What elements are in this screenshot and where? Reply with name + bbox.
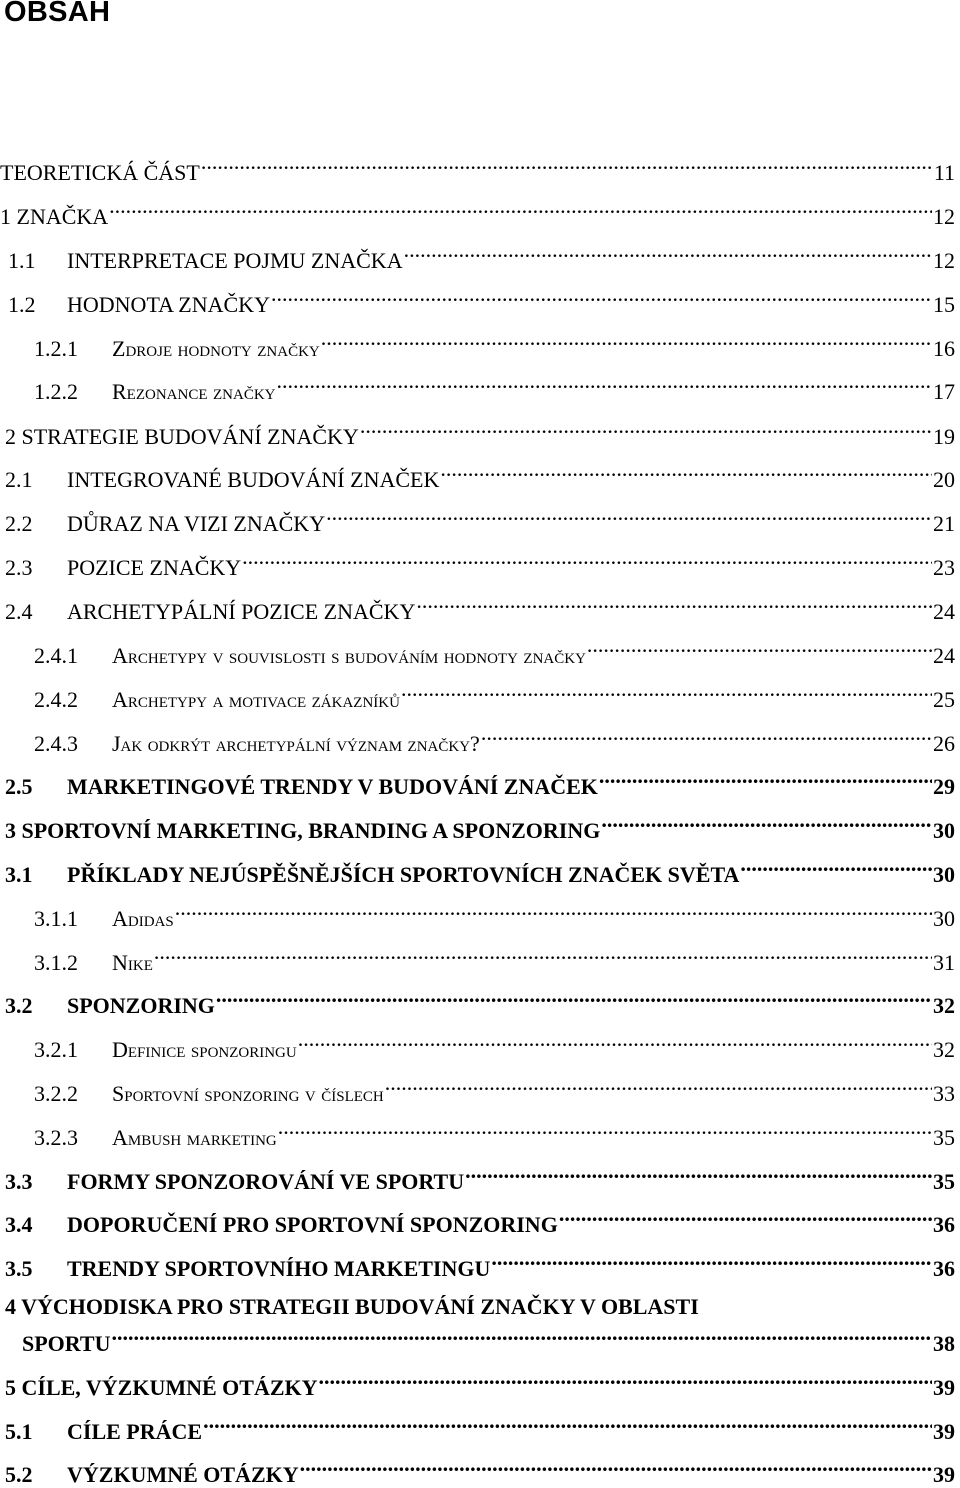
toc-entry-number: 5.2 xyxy=(5,1462,33,1487)
toc-entry-number: 3.2.3 xyxy=(34,1125,78,1150)
toc-entry-title: Ambush marketing xyxy=(112,1125,277,1150)
dot-leader xyxy=(154,944,932,970)
toc-entry[interactable] xyxy=(34,637,955,669)
toc-entry-title: Zdroje hodnoty značky xyxy=(112,336,320,361)
dot-leader xyxy=(440,461,932,487)
toc-entry-title: ZNAČKA xyxy=(16,204,109,229)
toc-entry-number: 2.4.3 xyxy=(34,731,78,756)
toc-entry[interactable] xyxy=(5,549,955,581)
dot-leader xyxy=(326,505,932,531)
toc-entry-number: 2.4 xyxy=(5,599,33,624)
toc-entry-title: TRENDY SPORTOVNÍHO MARKETINGU xyxy=(67,1256,491,1281)
toc-entry[interactable] xyxy=(34,1075,955,1107)
toc-entry-page: 39 xyxy=(933,1375,955,1400)
dot-leader xyxy=(360,418,932,444)
toc-entry-line2[interactable] xyxy=(22,1325,955,1357)
toc-entry-number: 3.1.1 xyxy=(34,906,78,931)
toc-entry-title: INTERPRETACE POJMU ZNAČKA xyxy=(67,248,403,273)
toc-entry-page: 12 xyxy=(933,204,955,229)
toc-entry[interactable] xyxy=(5,768,955,800)
toc-entry-number: 3.1 xyxy=(5,862,33,887)
dot-leader xyxy=(277,373,933,399)
toc-entry-page: 30 xyxy=(933,906,955,931)
dot-leader xyxy=(401,681,932,707)
toc-entry-page: 39 xyxy=(933,1462,955,1487)
toc-entry[interactable] xyxy=(34,725,955,757)
toc-entry-page: 31 xyxy=(933,950,955,975)
toc-entry-number: 3.3 xyxy=(5,1169,33,1194)
toc-entry-number: 3.2.1 xyxy=(34,1037,78,1062)
dot-leader xyxy=(203,1413,932,1439)
toc-entry-title: MARKETINGOVÉ TRENDY V BUDOVÁNÍ ZNAČEK xyxy=(67,774,598,799)
toc-entry[interactable] xyxy=(34,944,955,976)
toc-entry[interactable] xyxy=(5,1163,955,1195)
toc-entry-title: VÝZKUMNÉ OTÁZKY xyxy=(67,1462,299,1487)
toc-entry-number: 2.4.1 xyxy=(34,643,78,668)
toc-entry-title: Definice sponzoringu xyxy=(112,1037,297,1062)
toc-entry-number: 1.2.1 xyxy=(34,336,78,361)
toc-entry[interactable] xyxy=(34,373,955,405)
toc-entry[interactable] xyxy=(34,1031,955,1063)
toc-entry-page: 16 xyxy=(933,336,955,361)
toc-entry-title: SPONZORING xyxy=(67,993,215,1018)
toc-entry-page: 23 xyxy=(933,555,955,580)
toc-entry-page: 32 xyxy=(933,993,955,1018)
dot-leader xyxy=(242,549,932,575)
toc-entry[interactable] xyxy=(5,1413,955,1445)
dot-leader xyxy=(491,1250,932,1276)
toc-entry-page: 39 xyxy=(933,1419,955,1444)
toc-entry-title: CÍLE PRÁCE xyxy=(67,1419,203,1444)
toc-entry-page: 21 xyxy=(933,511,955,536)
toc-entry-number: 2 xyxy=(5,424,16,449)
dot-leader xyxy=(404,242,932,268)
dot-leader xyxy=(465,1163,932,1189)
toc-entry-number: 2.1 xyxy=(5,467,33,492)
toc-entry-number: 1.2 xyxy=(8,292,36,317)
toc-entry[interactable] xyxy=(5,856,955,888)
toc-entry-title: Sportovní sponzoring v číslech xyxy=(112,1081,384,1106)
toc-entry-title: DŮRAZ NA VIZI ZNAČKY xyxy=(67,511,326,536)
toc-entry-number: 2.5 xyxy=(5,774,33,799)
toc-entry-page: 17 xyxy=(933,379,955,404)
toc-entry-number: 2.2 xyxy=(5,511,33,536)
toc-entry-title: Rezonance značky xyxy=(112,379,276,404)
dot-leader xyxy=(216,987,932,1013)
toc-entry-page: 19 xyxy=(933,424,955,449)
toc-entry-title: Archetypy v souvislosti s budováním hodnoty značky xyxy=(112,643,586,668)
toc-entry[interactable] xyxy=(5,418,955,450)
dot-leader xyxy=(298,1031,932,1057)
toc-entry[interactable] xyxy=(0,154,955,186)
toc-entry[interactable] xyxy=(8,242,955,274)
dot-leader xyxy=(175,900,932,926)
toc-entry-page: 30 xyxy=(933,862,955,887)
toc-entry[interactable] xyxy=(5,812,955,844)
toc-entry-title: POZICE ZNAČKY xyxy=(67,555,242,580)
dot-leader xyxy=(278,1119,932,1145)
toc-entry[interactable] xyxy=(34,681,955,713)
toc-entry-title: STRATEGIE BUDOVÁNÍ ZNAČKY xyxy=(21,424,359,449)
toc-entry[interactable] xyxy=(5,987,955,1019)
toc-entry-page: 36 xyxy=(933,1212,955,1237)
toc-entry-number: 2.3 xyxy=(5,555,33,580)
toc-entry-number: 5.1 xyxy=(5,1419,33,1444)
toc-entry[interactable] xyxy=(34,1119,955,1151)
toc-entry-title: Adidas xyxy=(112,906,174,931)
dot-leader xyxy=(385,1075,932,1101)
toc-entry-number: 1.1 xyxy=(8,248,36,273)
dot-leader xyxy=(300,1456,932,1482)
toc-entry-number: 3.2.2 xyxy=(34,1081,78,1106)
toc-entry[interactable] xyxy=(5,593,955,625)
toc-entry-number: 1.2.2 xyxy=(34,379,78,404)
toc-entry-title: Archetypy a motivace zákazníků xyxy=(112,687,400,712)
toc-entry[interactable] xyxy=(5,1206,955,1238)
dot-leader xyxy=(321,330,932,356)
toc-entry-title: Jak odkrýt archetypální význam značky? xyxy=(112,731,480,756)
toc-entry-page: 24 xyxy=(933,599,955,624)
dot-leader xyxy=(601,812,932,838)
toc-entry-title: VÝCHODISKA PRO STRATEGII BUDOVÁNÍ ZNAČKY V OBLASTI xyxy=(21,1294,699,1319)
toc-entry-page: 38 xyxy=(933,1331,955,1356)
toc-entry-title: HODNOTA ZNAČKY xyxy=(67,292,270,317)
toc-entry-line1[interactable] xyxy=(5,1294,955,1320)
toc-entry-page: 35 xyxy=(933,1125,955,1150)
toc-entry[interactable] xyxy=(5,1369,955,1401)
toc-entry-page: 36 xyxy=(933,1256,955,1281)
toc-entry-page: 20 xyxy=(933,467,955,492)
toc-entry-number: 3.2 xyxy=(5,993,33,1018)
dot-leader xyxy=(416,593,932,619)
dot-leader xyxy=(587,637,932,663)
toc-entry-title: SPORTOVNÍ MARKETING, BRANDING A SPONZORING xyxy=(21,818,601,843)
dot-leader xyxy=(201,154,933,180)
dot-leader xyxy=(740,856,932,882)
toc-entry-page: 12 xyxy=(933,248,955,273)
toc-entry-page: 15 xyxy=(933,292,955,317)
toc-entry-title-continued: SPORTU xyxy=(22,1331,111,1356)
toc-entry[interactable] xyxy=(5,1456,955,1488)
dot-leader xyxy=(271,286,932,312)
toc-entry[interactable] xyxy=(8,286,955,318)
toc-entry-page: 11 xyxy=(933,160,955,185)
toc-entry[interactable] xyxy=(0,198,955,230)
toc-entry-number: 4 xyxy=(5,1294,16,1319)
toc-entry[interactable] xyxy=(5,1250,955,1282)
page-heading: OBSAH xyxy=(4,0,111,28)
toc-entry-title: ARCHETYPÁLNÍ POZICE ZNAČKY xyxy=(67,599,416,624)
toc-entry-title: INTEGROVANÉ BUDOVÁNÍ ZNAČEK xyxy=(67,467,440,492)
toc-entry-number: 1 xyxy=(0,204,11,229)
dot-leader xyxy=(559,1206,932,1232)
dot-leader xyxy=(109,198,932,224)
toc-entry[interactable] xyxy=(34,900,955,932)
toc-entry-title: PŘÍKLADY NEJÚSPĚŠNĚJŠÍCH SPORTOVNÍCH ZNAČEK SVĚTA xyxy=(67,862,740,887)
toc-entry-page: 30 xyxy=(933,818,955,843)
toc-entry-page: 26 xyxy=(933,731,955,756)
toc-entry-title: CÍLE, VÝZKUMNÉ OTÁZKY xyxy=(21,1375,318,1400)
toc-entry-page: 35 xyxy=(933,1169,955,1194)
toc-entry-number: 3.1.2 xyxy=(34,950,78,975)
toc-entry-number: 5 xyxy=(5,1375,16,1400)
toc-entry[interactable] xyxy=(5,461,955,493)
toc-entry-page: 33 xyxy=(933,1081,955,1106)
toc-entry-page: 24 xyxy=(933,643,955,668)
toc-entry-number: 2.4.2 xyxy=(34,687,78,712)
toc-entry-page: 32 xyxy=(933,1037,955,1062)
toc-entry-number: 3 xyxy=(5,818,16,843)
toc-entry-number: 3.5 xyxy=(5,1256,33,1281)
toc-entry-page: 25 xyxy=(933,687,955,712)
dot-leader xyxy=(481,725,932,751)
toc-entry-number: 3.4 xyxy=(5,1212,33,1237)
dot-leader xyxy=(599,768,932,794)
toc-entry-title: DOPORUČENÍ PRO SPORTOVNÍ SPONZORING xyxy=(67,1212,558,1237)
toc-entry[interactable] xyxy=(5,505,955,537)
dot-leader xyxy=(111,1325,932,1351)
toc-entry-title: TEORETICKÁ ČÁST xyxy=(0,160,200,185)
dot-leader xyxy=(319,1369,932,1395)
toc-entry[interactable] xyxy=(34,330,955,362)
toc-entry-title: FORMY SPONZOROVÁNÍ VE SPORTU xyxy=(67,1169,465,1194)
toc-entry-title: Nike xyxy=(112,950,153,975)
toc-entry-page: 29 xyxy=(933,774,955,799)
